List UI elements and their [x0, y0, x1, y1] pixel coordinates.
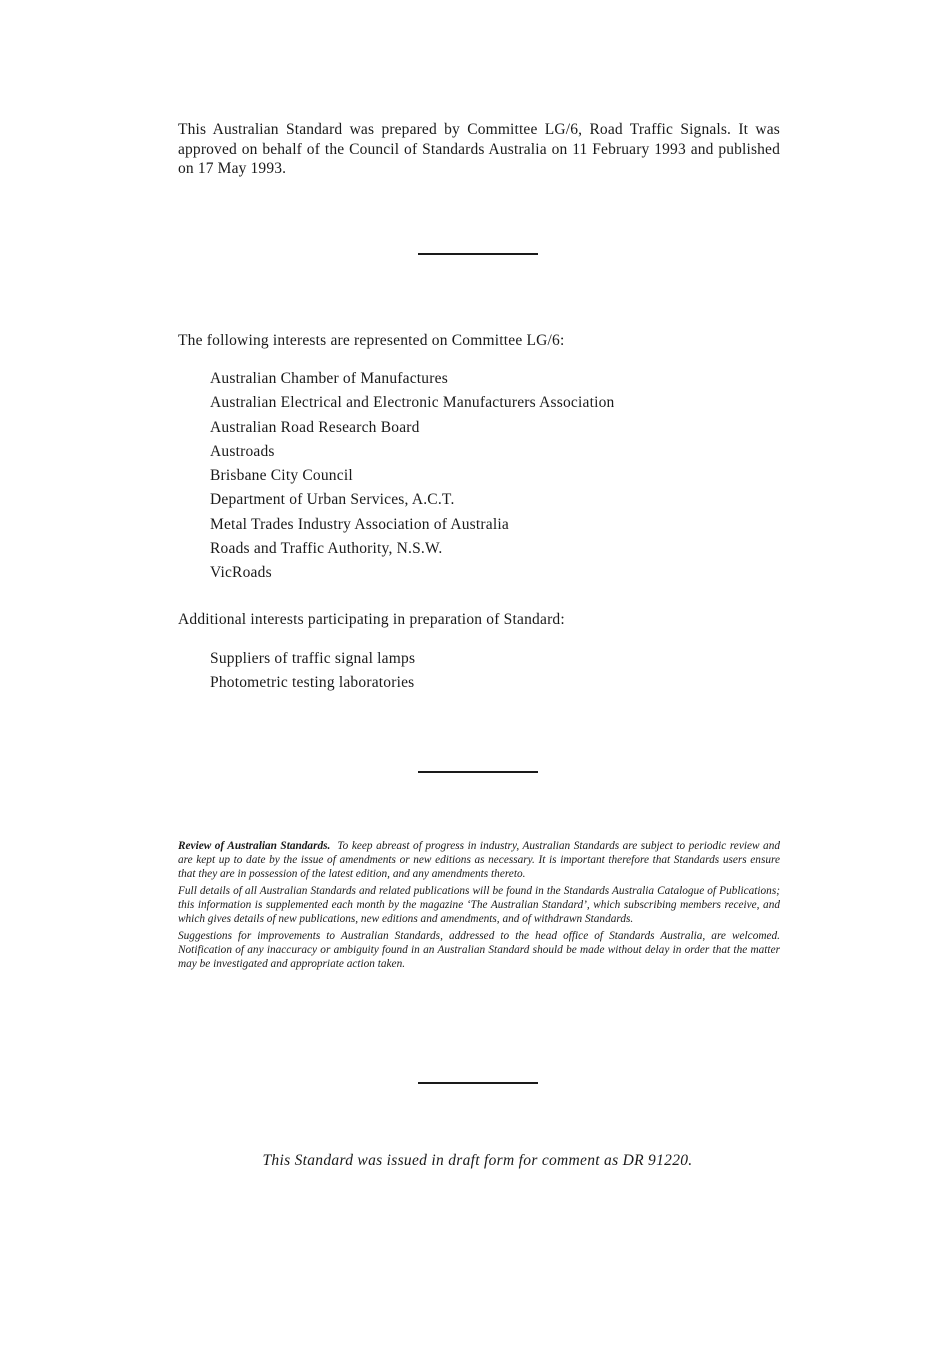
section-divider — [418, 253, 538, 255]
review-paragraph-2: Full details of all Australian Standards and related publications will be found in the Standards Australia Catalogue of Publications; this information is supplemented each month by the magazine ‘The Australian Standard’, which subscribing members receive, and which gives details of new publications, new editions and amendments, and of withdrawn Standards. — [178, 885, 780, 925]
section-divider — [418, 1082, 538, 1084]
list-item: Brisbane City Council — [210, 467, 353, 485]
list-item: Roads and Traffic Authority, N.S.W. — [210, 540, 443, 558]
list-item: Photometric testing laboratories — [210, 674, 415, 692]
list-item: VicRoads — [210, 564, 272, 582]
review-text-1: To keep abreast of progress in industry, Australian Standards are subject to periodic review and are kept up to date by the issue of amendments or new editions as necessary. It is important therefore that Standards users ensure that they are in possession of the latest edition, and any amendments thereto. — [178, 840, 780, 880]
list-item: Department of Urban Services, A.C.T. — [210, 491, 455, 509]
list-item: Australian Electrical and Electronic Manufacturers Association — [210, 394, 615, 412]
preparation-paragraph: This Australian Standard was prepared by Committee LG/6, Road Traffic Signals. It was approved on behalf of the Council of Standards Australia on 11 February 1993 and published on 17 May 1993. — [178, 121, 780, 177]
review-paragraph-1 — [178, 839, 780, 881]
review-heading: Review of Australian Standards. — [178, 840, 331, 852]
review-paragraph-3: Suggestions for improvements to Australian Standards, addressed to the head office of Standards Australia, are welcomed. Notification of any inaccuracy or ambiguity found in an Australian Standard should be made without delay in order that the matter may be investigated and appropriate action taken. — [178, 930, 780, 970]
section-divider — [418, 771, 538, 773]
list-item: Australian Chamber of Manufactures — [210, 370, 448, 387]
list-item: Australian Road Research Board — [210, 418, 420, 436]
list-item: Suppliers of traffic signal lamps — [210, 650, 416, 667]
draft-note: This Standard was issued in draft form for comment as DR 91220. — [262, 1152, 693, 1169]
additional-interests-intro: Additional interests participating in preparation of Standard: — [178, 611, 565, 628]
committee-interests-intro: The following interests are represented on Committee LG/6: — [178, 332, 565, 349]
review-notice — [178, 839, 780, 974]
list-item: Metal Trades Industry Association of Australia — [210, 515, 509, 533]
list-item: Austroads — [210, 442, 275, 460]
committee-interests-list — [210, 367, 615, 586]
additional-interests-list — [210, 647, 415, 696]
